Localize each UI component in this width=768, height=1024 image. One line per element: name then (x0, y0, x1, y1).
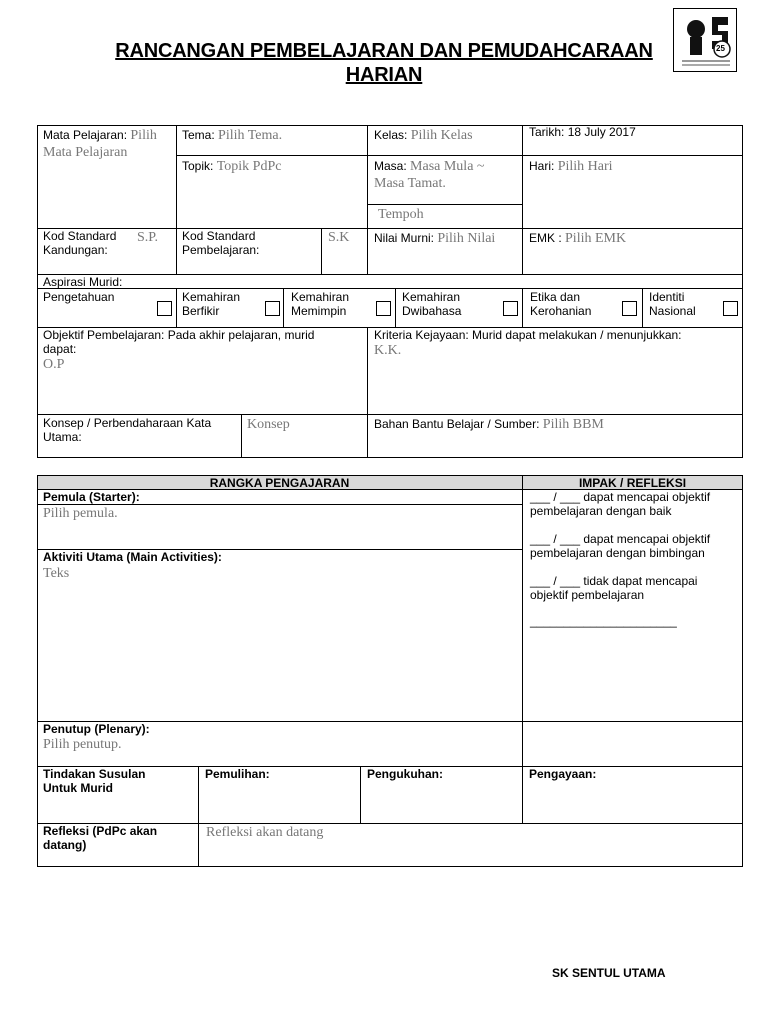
tempoh-placeholder[interactable]: Tempoh (378, 207, 424, 222)
tarikh-label: Tarikh: (529, 125, 565, 139)
kriteria-label: Kriteria Kejayaan: Murid dapat melakukan / menunjukkan: (374, 328, 682, 342)
aspirasi-pengetahuan-checkbox[interactable] (157, 301, 172, 316)
page-title-line2: HARIAN (345, 64, 423, 86)
pemula-placeholder[interactable]: Pilih pemula. (43, 506, 118, 521)
mata-pelajaran-placeholder: Pilih (130, 128, 157, 143)
tema-label: Tema: (182, 128, 215, 142)
emk-placeholder: Pilih EMK (565, 231, 627, 246)
nilai-murni-label: Nilai Murni: (374, 231, 435, 245)
emk-label: EMK : (529, 231, 562, 245)
pemulihan-label: Pemulihan: (205, 767, 270, 781)
rangka-header-right: IMPAK / REFLEKSI (578, 476, 687, 490)
impak-blank-line[interactable]: ______________________ (530, 614, 677, 628)
tarikh-cell[interactable] (529, 125, 741, 139)
masa-cell[interactable] (374, 158, 520, 192)
school-logo (673, 8, 737, 72)
pemula-label: Pemula (Starter): (43, 490, 140, 504)
tindakan-susulan-label: Tindakan Susulan Untuk Murid (43, 767, 146, 795)
aspirasi-identiti-checkbox[interactable] (723, 301, 738, 316)
refleksi-placeholder[interactable]: Refleksi akan datang (206, 825, 324, 840)
kod-standard-kandungan-label: Kod Standard Kandungan: (43, 229, 117, 257)
rangka-header-left: RANGKA PENGAJARAN (209, 476, 350, 490)
tarikh-value: 18 July 2017 (567, 125, 636, 139)
bbm-label: Bahan Bantu Belajar / Sumber: (374, 417, 540, 431)
masa-placeholder-2: Masa Tamat. (374, 176, 446, 191)
aspirasi-dwibahasa-label: Kemahiran Dwibahasa (402, 290, 462, 318)
kelas-cell[interactable] (374, 127, 520, 144)
mata-pelajaran-label: Mata Pelajaran: (43, 128, 128, 142)
aspirasi-pengetahuan-label: Pengetahuan (43, 290, 115, 304)
hari-cell[interactable] (529, 158, 741, 175)
mata-pelajaran-placeholder-2: Mata Pelajaran (43, 145, 128, 160)
topik-cell[interactable] (182, 158, 366, 175)
topik-placeholder: Topik PdPc (216, 159, 282, 174)
aspirasi-etika-label: Etika dan Kerohanian (530, 290, 592, 318)
impak-bimbingan: ___ / ___ dapat mencapai objektif pembelajaran dengan bimbingan (530, 532, 711, 560)
impak-baik: ___ / ___ dapat mencapai objektif pembelajaran dengan baik (530, 490, 711, 518)
kod-standard-pembelajaran-placeholder[interactable]: S.K (328, 230, 350, 245)
school-name: SK SENTUL UTAMA (552, 966, 666, 980)
impak-tidak-capai: ___ / ___ tidak dapat mencapai objektif pembelajaran (530, 574, 698, 602)
aspirasi-berfikir-label: Kemahiran Berfikir (182, 290, 241, 318)
pengukuhan-label: Pengukuhan: (367, 767, 444, 781)
kriteria-placeholder[interactable]: K.K. (374, 343, 402, 358)
kelas-placeholder: Pilih Kelas (410, 128, 473, 143)
kod-standard-pembelajaran-label: Kod Standard Pembelajaran: (182, 229, 260, 257)
aktiviti-label: Aktiviti Utama (Main Activities): (43, 550, 222, 564)
aspirasi-etika-checkbox[interactable] (622, 301, 637, 316)
bbm-placeholder: Pilih BBM (542, 417, 604, 432)
tema-cell[interactable] (182, 127, 366, 144)
refleksi-label: Refleksi (PdPc akan datang) (43, 824, 158, 852)
logo-number: 25 (716, 44, 725, 53)
aspirasi-memimpin-label: Kemahiran Memimpin (291, 290, 350, 318)
pengayaan-label: Pengayaan: (529, 767, 597, 781)
penutup-label: Penutup (Plenary): (43, 722, 150, 736)
objektif-placeholder[interactable]: O.P (43, 357, 65, 372)
mata-pelajaran-cell[interactable] (43, 127, 175, 161)
aspirasi-berfikir-checkbox[interactable] (265, 301, 280, 316)
hari-label: Hari: (529, 159, 555, 173)
page-title-line1: RANCANGAN PEMBELAJARAN DAN PEMUDAHCARAAN (115, 40, 653, 62)
tema-placeholder: Pilih Tema. (218, 128, 283, 143)
nilai-murni-cell[interactable] (374, 230, 520, 247)
bbm-cell[interactable] (374, 416, 740, 433)
aspirasi-dwibahasa-checkbox[interactable] (503, 301, 518, 316)
emk-cell[interactable] (529, 230, 741, 247)
aspirasi-identiti-label: Identiti Nasional (649, 290, 696, 318)
masa-label: Masa: (374, 159, 407, 173)
objektif-label: Objektif Pembelajaran: Pada akhir pelajaran, murid dapat: (43, 328, 315, 356)
kod-standard-kandungan-placeholder[interactable]: S.P. (137, 230, 159, 245)
konsep-label: Konsep / Perbendaharaan Kata Utama: (43, 416, 212, 444)
nilai-murni-placeholder: Pilih Nilai (437, 231, 496, 246)
konsep-placeholder[interactable]: Konsep (247, 417, 290, 432)
aspirasi-murid-label: Aspirasi Murid: (43, 275, 123, 289)
hari-placeholder: Pilih Hari (557, 159, 613, 174)
kelas-label: Kelas: (374, 128, 408, 142)
masa-placeholder: Masa Mula ~ (410, 159, 485, 174)
penutup-placeholder[interactable]: Pilih penutup. (43, 737, 122, 752)
logo-emblem-icon (674, 9, 736, 71)
aktiviti-placeholder[interactable]: Teks (43, 566, 70, 581)
aspirasi-memimpin-checkbox[interactable] (376, 301, 391, 316)
topik-label: Topik: (182, 159, 214, 173)
